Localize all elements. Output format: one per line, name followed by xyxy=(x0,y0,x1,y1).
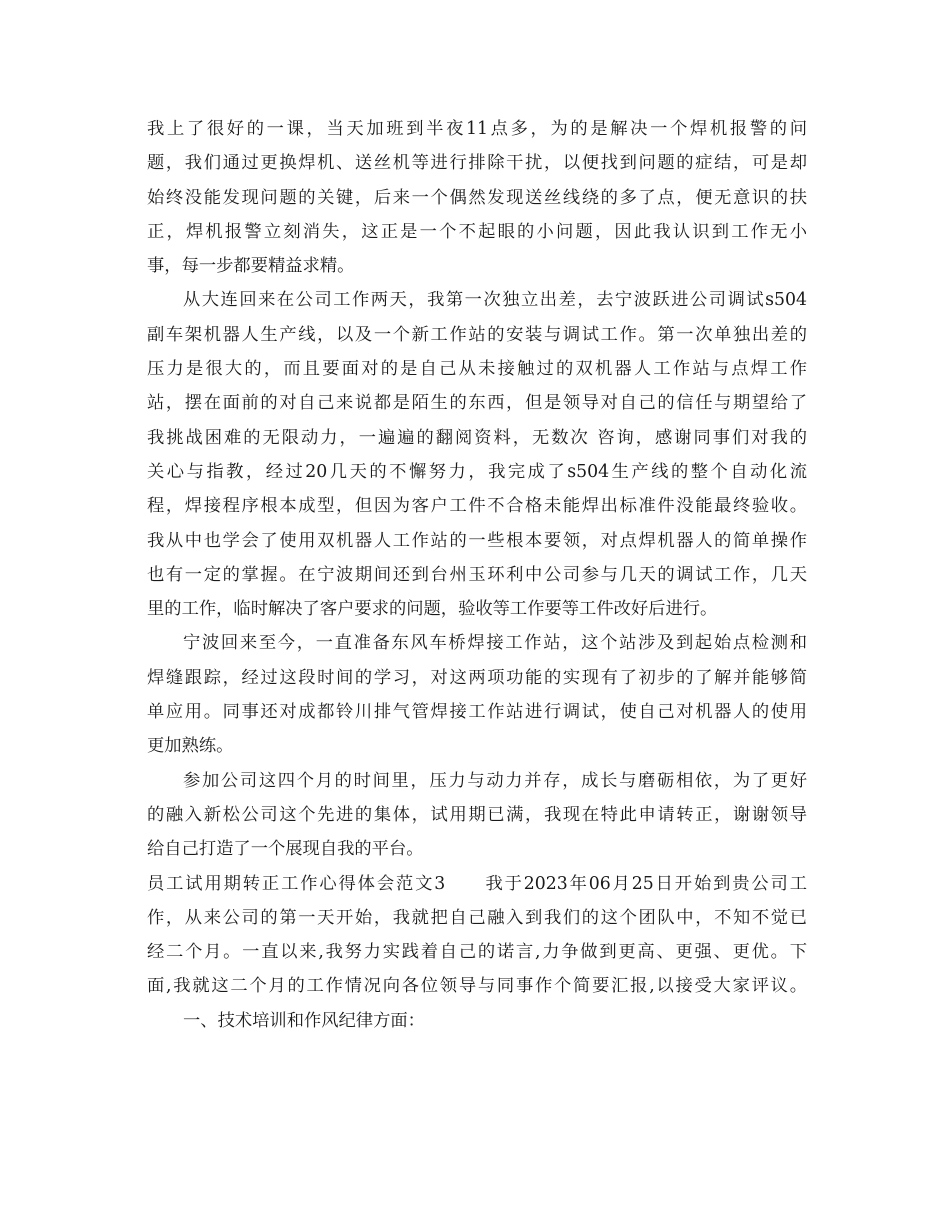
text-line: 始终没能发现问题的关键，后来一个偶然发现送丝线绕的多了点，便无意识的扶 xyxy=(147,187,807,208)
text-line: 经二个月。一直以来,我努力实践着自己的诺言,力争做到更高、更强、更优。下 xyxy=(147,942,807,963)
document-body xyxy=(147,112,807,1038)
text-line: 作，从来公司的第一天开始，我就把自己融入到我们的这个团队中，不知不觉已 xyxy=(147,907,807,928)
text-line: 的融入新松公司这个先进的集体，试用期已满，我现在特此申请转正，谢谢领导 xyxy=(147,804,807,825)
text-line: 参加公司这四个月的时间里，压力与动力并存，成长与磨砺相依，为了更好 xyxy=(183,770,807,791)
text-line: 副车架机器人生产线，以及一个新工作站的安装与调试工作。第一次单独出差的 xyxy=(147,324,807,345)
text-line: 宁波回来至今，一直准备东风车桥焊接工作站，这个站涉及到起始点检测和 xyxy=(183,633,807,654)
text-line: 面,我就这二个月的工作情况向各位领导与同事作个简要汇报,以接受大家评议。 xyxy=(147,976,807,997)
text-line: 题，我们通过更换焊机、送丝机等进行排除干扰，以便找到问题的症结，可是却 xyxy=(147,153,807,174)
text-line: 正，焊机报警立刻消失，这正是一个不起眼的小问题，因此我认识到工作无小 xyxy=(147,221,807,242)
section-heading: 一、技术培训和作风纪律方面： xyxy=(183,1010,425,1031)
text-line: 给自己打造了一个展现自我的平台。 xyxy=(147,839,424,860)
text-line: 焊缝跟踪，经过这段时间的学习，对这两项功能的实现有了初步的了解并能够简 xyxy=(147,667,807,688)
text-line: 站，摆在面前的对自己来说都是陌生的东西，但是领导对自己的信任与期望给了 xyxy=(147,393,807,414)
text-line: 也有一定的掌握。在宁波期间还到台州玉环利中公司参与几天的调试工作，几天 xyxy=(147,564,807,585)
text-line: 里的工作，临时解决了客户要求的问题，验收等工作要等工件改好后进行。 xyxy=(147,599,718,620)
text-line: 关心与指教，经过20几天的不懈努力，我完成了s504生产线的整个自动化流 xyxy=(147,461,807,482)
text-line: 我挑战困难的无限动力，一遍遍的翻阅资料，无数次 咨询，感谢同事们对我的 xyxy=(147,427,807,448)
text-line: 程，焊接程序根本成型，但因为客户工件不合格未能焊出标准件没能最终验收。 xyxy=(147,496,807,517)
text-line: 事，每一步都要精益求精。 xyxy=(147,256,355,277)
text-line: 员工试用期转正工作心得体会范文3 我于2023年06月25日开始到贵公司工 xyxy=(147,873,807,894)
text-line: 从大连回来在公司工作两天，我第一次独立出差，去宁波跃进公司调试s504 xyxy=(183,290,807,311)
text-line: 我上了很好的一课，当天加班到半夜11点多，为的是解决一个焊机报警的问 xyxy=(147,119,807,139)
text-line: 压力是很大的，而且要面对的是自己从未接触过的双机器人工作站与点焊工作 xyxy=(147,359,807,380)
text-line: 更加熟练。 xyxy=(147,736,234,757)
text-line: 单应用。同事还对成都铃川排气管焊接工作站进行调试，使自己对机器人的使用 xyxy=(147,702,807,723)
text-line: 我从中也学会了使用双机器人工作站的一些根本要领，对点焊机器人的简单操作 xyxy=(147,530,807,551)
